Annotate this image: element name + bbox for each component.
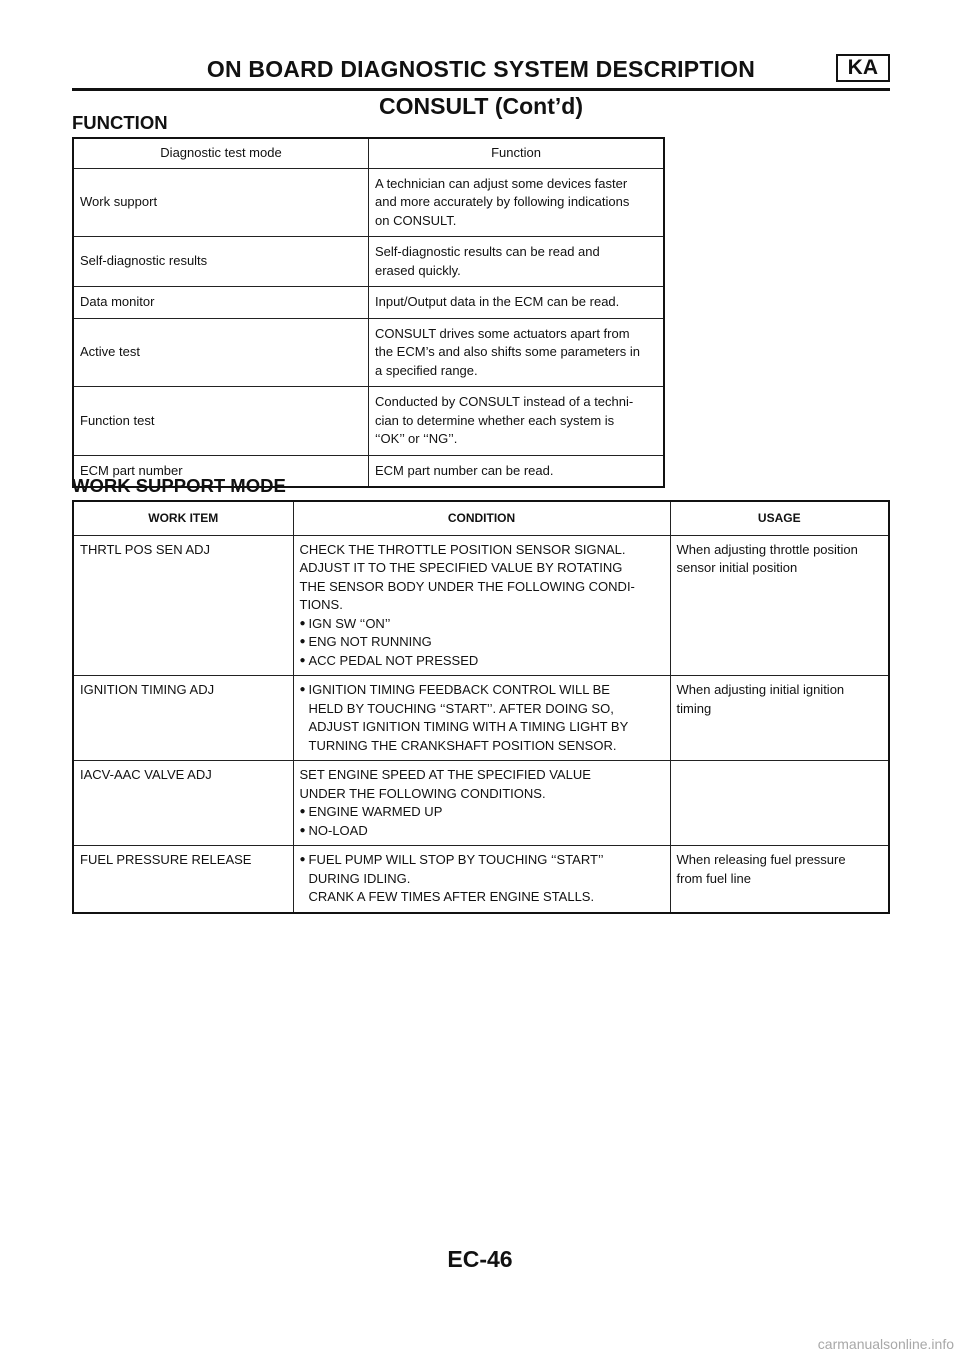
- function-table-body: [73, 168, 664, 487]
- condition-text: CRANK A FEW TIMES AFTER ENGINE STALLS.: [308, 889, 595, 904]
- test-mode-cell: Function test: [73, 387, 369, 456]
- bullet-icon: ●: [299, 684, 306, 695]
- function-table: [72, 137, 665, 488]
- function-line: Self-diagnostic results can be read and: [375, 244, 600, 259]
- function-cell: [369, 318, 665, 387]
- bullet-icon: ●: [299, 854, 306, 865]
- test-mode-cell: Data monitor: [73, 287, 369, 319]
- condition-cell: [293, 761, 670, 846]
- condition-line: [300, 541, 664, 560]
- function-line: CONSULT drives some actuators apart from: [375, 325, 630, 341]
- condition-line: [300, 870, 664, 889]
- condition-text: ENGINE WARMED UP: [308, 804, 443, 819]
- work-table-header-row: [73, 501, 889, 535]
- test-mode-cell: Work support: [73, 168, 369, 237]
- condition-cell: [293, 535, 670, 676]
- work-support-section-title: WORK SUPPORT MODE: [72, 475, 286, 496]
- condition-text: NO-LOAD: [308, 822, 368, 838]
- bullet-icon: ●: [299, 636, 306, 647]
- table-row: [73, 287, 664, 319]
- function-cell: [369, 168, 665, 237]
- condition-cell: [293, 846, 670, 913]
- function-line: on CONSULT.: [375, 212, 457, 228]
- condition-text: ADJUST IGNITION TIMING WITH A TIMING LIGHT BY: [308, 719, 629, 734]
- condition-line: [300, 888, 664, 907]
- column-header-usage: USAGE: [670, 501, 889, 535]
- usage-line: timing: [676, 700, 712, 716]
- function-line: a specified range.: [375, 362, 478, 378]
- function-cell: [369, 387, 665, 456]
- condition-line: [300, 559, 664, 578]
- condition-line: [300, 803, 664, 822]
- condition-text: DURING IDLING.: [308, 870, 411, 886]
- function-line: erased quickly.: [375, 262, 461, 278]
- function-line: cian to determine whether each system is: [375, 412, 615, 428]
- condition-line: [300, 785, 664, 804]
- table-row: [73, 676, 889, 761]
- condition-line: [300, 851, 664, 870]
- usage-line: When releasing fuel pressure: [676, 852, 846, 867]
- function-cell: [369, 455, 665, 487]
- bullet-icon: ●: [299, 654, 306, 666]
- work-item-cell: IGNITION TIMING ADJ: [73, 676, 293, 761]
- condition-text: IGN SW ‘‘ON’’: [308, 615, 391, 631]
- work-support-table: [72, 500, 890, 914]
- condition-text: FUEL PUMP WILL STOP BY TOUCHING ‘‘START’’: [308, 852, 604, 867]
- function-cell: [369, 287, 665, 319]
- test-mode-cell: Self-diagnostic results: [73, 237, 369, 287]
- table-row: [73, 318, 664, 387]
- condition-text: TIONS.: [299, 597, 343, 612]
- function-line: ‘‘OK’’ or ‘‘NG’’.: [375, 431, 458, 446]
- header-title: ON BOARD DIAGNOSTIC SYSTEM DESCRIPTION: [206, 55, 756, 82]
- condition-text: TURNING THE CRANKSHAFT POSITION SENSOR.: [308, 737, 617, 753]
- table-row: [73, 535, 889, 676]
- table-row: [73, 846, 889, 913]
- condition-line: [300, 596, 664, 615]
- column-header-mode: Diagnostic test mode: [73, 138, 369, 168]
- column-header-work-item: WORK ITEM: [73, 501, 293, 535]
- condition-line: [300, 615, 664, 634]
- table-row: [73, 387, 664, 456]
- condition-line: [300, 700, 664, 719]
- usage-cell: [670, 761, 889, 846]
- work-table-body: [73, 535, 889, 913]
- function-line: Input/Output data in the ECM can be read.: [375, 294, 620, 309]
- usage-cell: [670, 535, 889, 676]
- column-header-function: Function: [369, 138, 665, 168]
- header-subtitle: CONSULT (Cont’d): [379, 93, 583, 119]
- header-title-row: [72, 52, 890, 86]
- condition-line: [300, 718, 664, 737]
- condition-text: ENG NOT RUNNING: [308, 634, 432, 649]
- bullet-icon: ●: [299, 806, 306, 817]
- usage-cell: [670, 676, 889, 761]
- test-mode-cell: ECM part number: [73, 455, 369, 487]
- condition-line: [300, 578, 664, 597]
- table-row: [73, 761, 889, 846]
- function-line: ECM part number can be read.: [375, 462, 554, 478]
- function-line: the ECM’s and also shifts some parameters in: [375, 344, 640, 359]
- table-row: [73, 237, 664, 287]
- bullet-icon: ●: [299, 617, 306, 629]
- condition-line: [300, 766, 664, 785]
- work-item-cell: IACV-AAC VALVE ADJ: [73, 761, 293, 846]
- condition-text: HELD BY TOUCHING ‘‘START’’. AFTER DOING SO,: [308, 700, 614, 716]
- work-item-cell: FUEL PRESSURE RELEASE: [73, 846, 293, 913]
- condition-text: UNDER THE FOLLOWING CONDITIONS.: [299, 785, 546, 801]
- function-line: and more accurately by following indications: [375, 194, 630, 209]
- usage-line: from fuel line: [676, 870, 751, 886]
- condition-cell: [293, 676, 670, 761]
- condition-line: [300, 652, 664, 671]
- function-line: Conducted by CONSULT instead of a techni-: [375, 394, 634, 409]
- usage-line: When adjusting initial ignition: [676, 682, 845, 697]
- condition-line: [300, 681, 664, 700]
- column-header-condition: CONDITION: [293, 501, 670, 535]
- condition-text: SET ENGINE SPEED AT THE SPECIFIED VALUE: [299, 767, 591, 782]
- header-rule: [72, 88, 890, 91]
- table-row: [73, 168, 664, 237]
- work-item-cell: THRTL POS SEN ADJ: [73, 535, 293, 676]
- usage-line: When adjusting throttle position: [676, 541, 858, 557]
- condition-line: [300, 822, 664, 841]
- watermark: carmanualsonline.info: [817, 1336, 954, 1352]
- function-line: A technician can adjust some devices faster: [375, 175, 628, 191]
- condition-text: ACC PEDAL NOT PRESSED: [308, 652, 479, 668]
- condition-text: THE SENSOR BODY UNDER THE FOLLOWING CONDI-: [299, 578, 635, 594]
- condition-text: ADJUST IT TO THE SPECIFIED VALUE BY ROTATING: [299, 560, 623, 575]
- function-section-title: FUNCTION: [72, 112, 168, 133]
- page-header: [72, 52, 890, 120]
- condition-line: [300, 633, 664, 652]
- condition-text: CHECK THE THROTTLE POSITION SENSOR SIGNAL.: [299, 541, 626, 557]
- usage-cell: [670, 846, 889, 913]
- bullet-icon: ●: [299, 824, 306, 836]
- condition-line: [300, 737, 664, 756]
- usage-line: sensor initial position: [676, 560, 798, 575]
- test-mode-cell: Active test: [73, 318, 369, 387]
- function-table-header-row: [73, 138, 664, 168]
- condition-text: IGNITION TIMING FEEDBACK CONTROL WILL BE: [308, 682, 610, 697]
- function-cell: [369, 237, 665, 287]
- section-code-badge: KA: [836, 54, 890, 82]
- page-number: EC-46: [447, 1246, 513, 1272]
